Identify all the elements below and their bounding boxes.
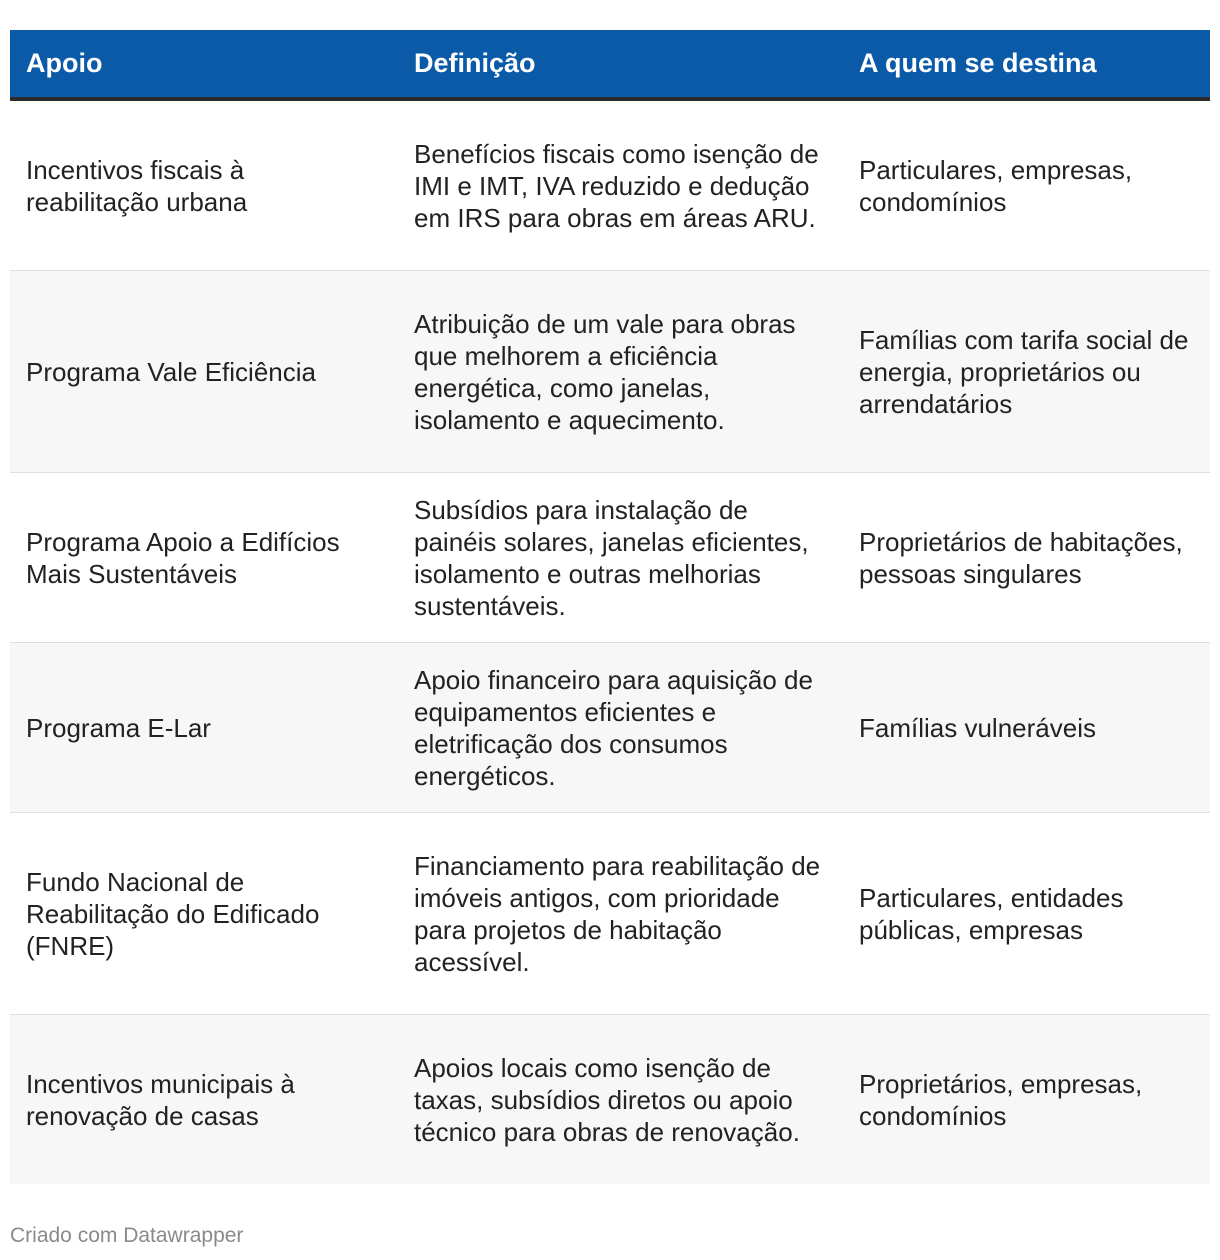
table-row bbox=[10, 99, 1210, 271]
cell-definicao: Apoios locais como isenção de taxas, subsídios diretos ou apoio técnico para obras de renovação. bbox=[398, 1015, 843, 1185]
cell-apoio: Programa E-Lar bbox=[10, 643, 398, 813]
data-table-container bbox=[10, 30, 1210, 1184]
cell-destino: Proprietários, empresas, condomínios bbox=[843, 1015, 1210, 1185]
cell-definicao: Subsídios para instalação de painéis solares, janelas eficientes, isolamento e outras melhorias sustentáveis. bbox=[398, 473, 843, 643]
cell-apoio: Incentivos municipais à renovação de casas bbox=[10, 1015, 398, 1185]
column-header-destino[interactable]: A quem se destina bbox=[843, 30, 1210, 99]
cell-destino: Famílias com tarifa social de energia, proprietários ou arrendatários bbox=[843, 271, 1210, 473]
cell-definicao: Benefícios fiscais como isenção de IMI e IMT, IVA reduzido e dedução em IRS para obras em áreas ARU. bbox=[398, 99, 843, 271]
cell-apoio: Programa Apoio a Edifícios Mais Sustentáveis bbox=[10, 473, 398, 643]
cell-destino: Proprietários de habitações, pessoas singulares bbox=[843, 473, 1210, 643]
cell-apoio: Incentivos fiscais à reabilitação urbana bbox=[10, 99, 398, 271]
cell-destino: Particulares, empresas, condomínios bbox=[843, 99, 1210, 271]
table-body bbox=[10, 99, 1210, 1184]
support-programs-table bbox=[10, 30, 1210, 1184]
cell-destino: Famílias vulneráveis bbox=[843, 643, 1210, 813]
cell-apoio: Fundo Nacional de Reabilitação do Edificado (FNRE) bbox=[10, 813, 398, 1015]
header-row bbox=[10, 30, 1210, 99]
column-header-definicao[interactable]: Definição bbox=[398, 30, 843, 99]
cell-definicao: Financiamento para reabilitação de imóveis antigos, com prioridade para projetos de habitação acessível. bbox=[398, 813, 843, 1015]
column-header-apoio[interactable]: Apoio bbox=[10, 30, 398, 99]
cell-apoio: Programa Vale Eficiência bbox=[10, 271, 398, 473]
table-row bbox=[10, 473, 1210, 643]
datawrapper-credit: Criado com Datawrapper bbox=[10, 1224, 244, 1247]
cell-definicao: Apoio financeiro para aquisição de equipamentos eficientes e eletrificação dos consumos energéticos. bbox=[398, 643, 843, 813]
table-header bbox=[10, 30, 1210, 99]
table-row bbox=[10, 271, 1210, 473]
table-row bbox=[10, 813, 1210, 1015]
cell-destino: Particulares, entidades públicas, empresas bbox=[843, 813, 1210, 1015]
table-row bbox=[10, 1015, 1210, 1185]
cell-definicao: Atribuição de um vale para obras que melhorem a eficiência energética, como janelas, isolamento e aquecimento. bbox=[398, 271, 843, 473]
table-row bbox=[10, 643, 1210, 813]
